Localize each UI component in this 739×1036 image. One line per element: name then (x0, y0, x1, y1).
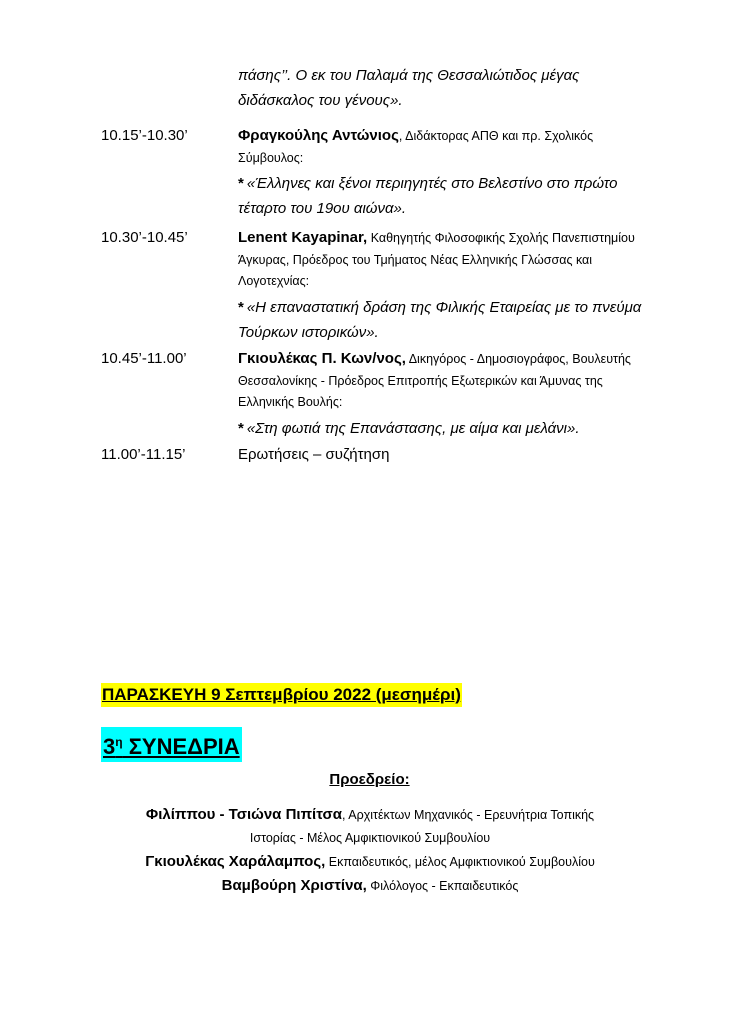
entry-time: 10.45’-11.00’ (101, 350, 187, 367)
member-affiliation-continued: Ιστορίας - Μέλος Αμφικτιονικού Συμβουλίου (249, 831, 491, 845)
entry-time: 10.30’-10.45’ (101, 229, 188, 246)
bullet-star: * (238, 298, 244, 316)
talk-title (238, 295, 658, 345)
session-number: 3 (103, 734, 116, 759)
entry-body (238, 444, 658, 466)
session-label: ΣΥΝΕΔΡΙΑ (122, 734, 240, 759)
member-affiliation: Φιλόλογος - Εκπαιδευτικός (366, 879, 519, 893)
entry-body (238, 227, 658, 345)
talk-title (238, 171, 658, 221)
entry-body (238, 125, 658, 221)
speaker-affiliation: Καθηγητής Φιλοσοφικής Σχολής Πανεπιστημίου Άγκυρας, Πρόεδρος του Τμήματος Νέας Ελληνικής Γλώσσας και Λογοτεχνίας: (238, 231, 635, 288)
presidium-member (80, 850, 660, 874)
discussion-label: Ερωτήσεις – συζήτηση (238, 446, 390, 463)
speaker-name: Γκιουλέκας Π. Κων/νος, (238, 350, 406, 367)
member-name: Γκιουλέκας Χαράλαμπος, (145, 853, 326, 870)
bullet-star: * (238, 419, 244, 437)
presidium-member (80, 803, 660, 827)
talk-title (238, 416, 658, 441)
speaker-affiliation: Δικηγόρος - Δημοσιογράφος, Βουλευτής Θεσσαλονίκης - Πρόεδρος Επιτροπής Εξωτερικών και Άμυνας της Ελληνικής Βουλής: (238, 352, 631, 409)
continuation-line-1: πάσης’’. Ο εκ του Παλαμά της Θεσσαλιώτιδος μέγας (238, 67, 580, 84)
presidium-title: Προεδρείο: (329, 771, 410, 788)
entry-body (238, 348, 658, 441)
talk-title-text: «Η επαναστατική δράση της Φιλικής Εταιρείας με το πνεύμα Τούρκων ιστορικών». (238, 298, 642, 341)
entry-time: 11.00’-11.15’ (101, 446, 186, 463)
day-heading: ΠΑΡΑΣΚΕΥΗ 9 Σεπτεμβρίου 2022 (μεσημέρι) (101, 683, 462, 707)
presidium-list (80, 803, 660, 898)
speaker-name: Φραγκούλης Αντώνιος (238, 127, 399, 144)
talk-continuation (238, 63, 658, 113)
session-heading (101, 727, 242, 762)
continuation-line-2: διδάσκαλος του γένους». (238, 92, 403, 109)
entry-time: 10.15’-10.30’ (101, 127, 188, 144)
talk-title-text: «Έλληνες και ξένοι περιηγητές στο Βελεστίνο στο πρώτο τέταρτο του 19ου αιώνα». (238, 175, 618, 217)
bullet-star: * (238, 175, 244, 192)
member-name: Φιλίππου - Τσιώνα Πιπίτσα (145, 806, 342, 823)
talk-title-text: «Στη φωτιά της Επανάστασης, με αίμα και μελάνι». (246, 419, 580, 437)
member-affiliation: , Αρχιτέκτων Μηχανικός - Ερευνήτρια Τοπικής (341, 808, 595, 822)
member-name: Βαμβούρη Χριστίνα, (221, 877, 367, 894)
member-affiliation: Εκπαιδευτικός, μέλος Αμφικτιονικού Συμβουλίου (325, 855, 595, 869)
presidium-member (80, 874, 660, 898)
speaker-affiliation: , Διδάκτορας ΑΠΘ και πρ. Σχολικός Σύμβουλος: (238, 129, 594, 165)
session-ordinal: η (115, 735, 123, 749)
speaker-name: Lenent Kayapinar, (238, 229, 368, 246)
